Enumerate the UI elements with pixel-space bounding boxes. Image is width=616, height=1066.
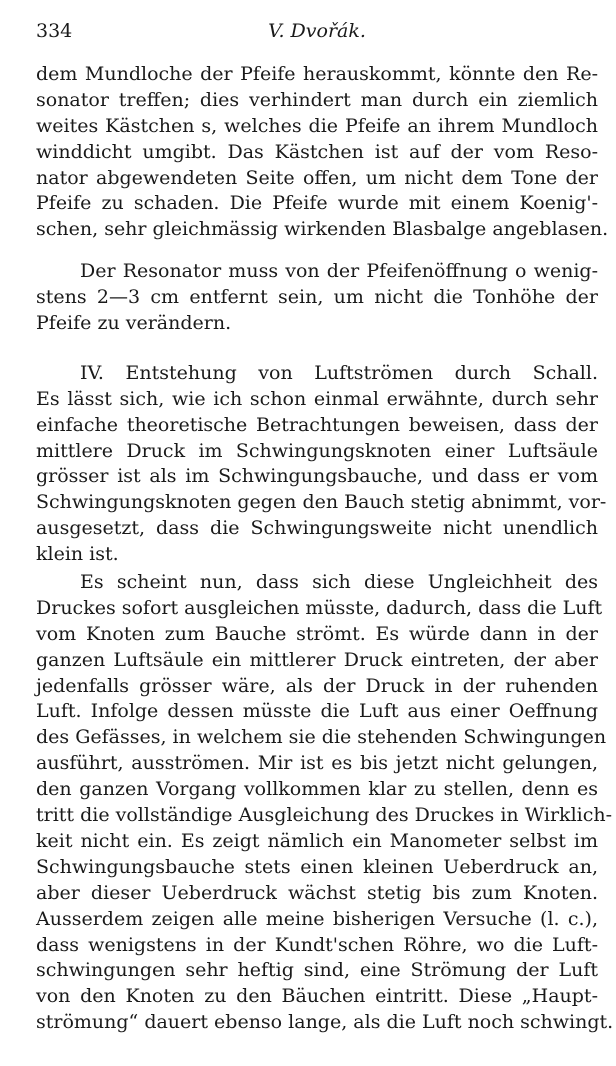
paragraph <box>36 259 598 337</box>
text-line: Pfeife zu verändern. <box>36 312 232 335</box>
text-line: Der Resonator muss von der Pfeifenöffnung o wenig- <box>80 260 598 283</box>
text-line: jedenfalls grösser wäre, als der Druck in der ruhenden <box>36 674 598 697</box>
text-line: nator abgewendeten Seite offen, um nicht dem Tone der <box>36 166 598 189</box>
text-line: tritt die vollständige Ausgleichung des Druckes in Wirklich- <box>36 804 613 827</box>
section-paragraph <box>36 361 607 568</box>
text-line: dem Mundloche der Pfeife herauskommt, könnte den Re- <box>36 63 598 85</box>
text-line: des Gefässes, in welchem sie die stehenden Schwingungen <box>36 726 607 749</box>
text-line: stens 2—3 cm entfernt sein, um nicht die Tonhöhe der <box>36 286 598 309</box>
text-line: Ausserdem zeigen alle meine bisherigen Versuche (l. c.), <box>36 907 598 930</box>
text-line: grösser ist als im Schwingungsbauche, und dass er vom <box>36 465 598 488</box>
text-line: Druckes sofort ausgleichen müsste, dadurch, dass die Luft <box>36 596 603 619</box>
text-line: einfache theoretische Betrachtungen beweisen, dass der <box>36 413 598 436</box>
page-header <box>36 20 598 46</box>
text-line: ausgesetzt, dass die Schwingungsweite nicht unendlich <box>36 517 598 540</box>
text-line: dass wenigstens in der Kundt'schen Röhre, wo die Luft- <box>36 933 598 956</box>
text-line: den ganzen Vorgang vollkommen klar zu stellen, denn es <box>36 778 598 801</box>
paragraph <box>36 62 609 243</box>
paragraph <box>36 570 614 1036</box>
text-line: IV. Entstehung von Luftströmen durch Schall. <box>80 361 598 384</box>
text-line: strömung“ dauert ebenso lange, als die Luft noch schwingt. <box>36 1011 614 1034</box>
text-line: aber dieser Ueberdruck wächst stetig bis zum Knoten. <box>36 881 598 904</box>
page-number: 334 <box>36 20 73 42</box>
running-head: V. Dvořák. <box>268 20 366 42</box>
text-line: Es lässt sich, wie ich schon einmal erwähnte, durch sehr <box>36 387 598 410</box>
text-line: klein ist. <box>36 543 119 566</box>
text-line: Schwingungsknoten gegen den Bauch stetig abnimmt, vor- <box>36 491 607 514</box>
text-line: mittlere Druck im Schwingungsknoten einer Luftsäule <box>36 439 598 462</box>
text-line: schwingungen sehr heftig sind, eine Strömung der Luft <box>36 959 598 982</box>
text-line: Schwingungsbauche stets einen kleinen Ueberdruck an, <box>36 855 598 878</box>
text-line: vom Knoten zum Bauche strömt. Es würde dann in der <box>36 622 598 645</box>
text-line: winddicht umgibt. Das Kästchen ist auf der vom Reso- <box>36 140 598 163</box>
text-line: sonator treffen; dies verhindert man durch ein ziemlich <box>36 88 598 111</box>
text-line: Es scheint nun, dass sich diese Ungleichheit des <box>80 571 598 594</box>
text-line: ausführt, ausströmen. Mir ist es bis jetzt nicht gelungen, <box>36 752 598 775</box>
body-text <box>36 62 614 1036</box>
text-line: Pfeife zu schaden. Die Pfeife wurde mit einem Koenig'- <box>36 192 598 215</box>
text-line: schen, sehr gleichmässig wirkenden Blasbalge angeblasen. <box>36 218 609 241</box>
text-line: weites Kästchen s, welches die Pfeife an ihrem Mundloch <box>36 114 598 137</box>
text-line: von den Knoten zu den Bäuchen eintritt. Diese „Haupt- <box>36 985 598 1008</box>
text-line: ganzen Luftsäule ein mittlerer Druck eintreten, der aber <box>36 648 598 671</box>
text-line: keit nicht ein. Es zeigt nämlich ein Manometer selbst im <box>36 829 598 852</box>
text-line: Luft. Infolge dessen müsste die Luft aus einer Oeffnung <box>36 700 598 723</box>
